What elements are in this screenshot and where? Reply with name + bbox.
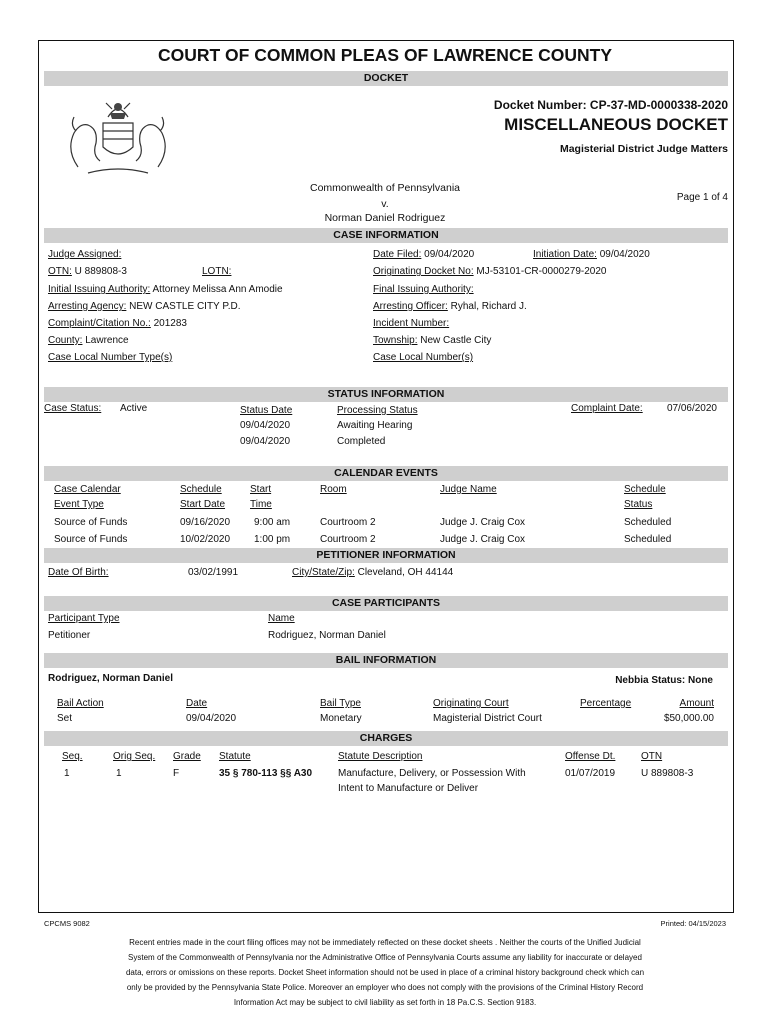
bail-information-bar: BAIL INFORMATION bbox=[44, 653, 728, 668]
calendar-time-header: Time bbox=[250, 499, 272, 510]
bail-type-header: Bail Type bbox=[320, 698, 361, 709]
status-date-header: Status Date bbox=[240, 405, 293, 416]
participant-type-header: Participant Type bbox=[48, 613, 120, 624]
originating-court-header: Originating Court bbox=[433, 698, 509, 709]
calendar-date-header: Schedule bbox=[180, 484, 222, 495]
arresting-agency: Arresting Agency: NEW CASTLE CITY P.D. bbox=[48, 301, 241, 312]
event-room: Courtroom 2 bbox=[320, 534, 376, 545]
participant-name: Rodriguez, Norman Daniel bbox=[268, 630, 386, 641]
caption-line-1: Commonwealth of Pennsylvania bbox=[310, 182, 460, 194]
case-status-value: Active bbox=[120, 403, 148, 414]
date-of-birth-label: Date Of Birth: bbox=[48, 567, 109, 578]
page-indicator: Page 1 of 4 bbox=[676, 192, 728, 203]
grade-header: Grade bbox=[173, 751, 201, 762]
arresting-officer: Arresting Officer: Ryhal, Richard J. bbox=[373, 301, 527, 312]
bail-action: Set bbox=[57, 713, 73, 724]
otn-header: OTN bbox=[641, 751, 663, 762]
calendar-judge-header: Judge Name bbox=[440, 484, 497, 495]
event-date: 09/16/2020 bbox=[180, 517, 231, 528]
township: Township: New Castle City bbox=[373, 335, 492, 346]
processing-status: Awaiting Hearing bbox=[337, 420, 413, 431]
disclaimer-line: Recent entries made in the court filing offices may not be immediately reflected on these docket sheets . Neither the courts of the Unified Judicial bbox=[129, 938, 641, 947]
date-filed: Date Filed: 09/04/2020 bbox=[373, 249, 475, 260]
initial-issuing-authority: Initial Issuing Authority: Attorney Melissa Ann Amodie bbox=[48, 284, 283, 295]
calendar-date-header: Start Date bbox=[180, 499, 226, 510]
calendar-status-header: Status bbox=[624, 499, 653, 510]
court-title: COURT OF COMMON PLEAS OF LAWRENCE COUNTY bbox=[157, 45, 613, 65]
charge-otn: U 889808-3 bbox=[641, 768, 694, 779]
originating-docket: Originating Docket No: MJ-53101-CR-0000279-2020 bbox=[373, 266, 607, 277]
calendar-events-bar: CALENDAR EVENTS bbox=[44, 466, 728, 481]
disclaimer-line: System of the Commonwealth of Pennsylvania nor the Administrative Office of Pennsylvania Courts assume any liability for inaccurate or delayed bbox=[128, 953, 642, 962]
lotn-label: LOTN: bbox=[202, 266, 232, 277]
docket-number: Docket Number: CP-37-MD-0000338-2020 bbox=[493, 98, 728, 112]
printed-date: Printed: 04/15/2023 bbox=[660, 919, 726, 928]
pennsylvania-coat-of-arms-icon bbox=[58, 95, 178, 177]
judge-assigned-label: Judge Assigned: bbox=[48, 249, 122, 260]
calendar-time-header: Start bbox=[250, 484, 272, 495]
orig-seq-header: Orig Seq. bbox=[113, 751, 156, 762]
amount-header: Amount bbox=[679, 698, 714, 709]
final-issuing-authority-label: Final Issuing Authority: bbox=[373, 284, 474, 295]
bail-date-header: Date bbox=[186, 698, 208, 709]
petitioner-information-bar: PETITIONER INFORMATION bbox=[44, 548, 728, 563]
charge-description-line-1: Manufacture, Delivery, or Possession With bbox=[338, 768, 526, 779]
event-date: 10/02/2020 bbox=[180, 534, 231, 545]
event-status: Scheduled bbox=[624, 534, 672, 545]
calendar-event-header: Event Type bbox=[54, 499, 104, 510]
form-number: CPCMS 9082 bbox=[44, 919, 90, 928]
nebbia-status: Nebbia Status: None bbox=[615, 675, 713, 686]
county: County: Lawrence bbox=[48, 335, 129, 346]
event-status: Scheduled bbox=[624, 517, 672, 528]
bail-type: Monetary bbox=[320, 713, 362, 724]
complaint-date-value: 07/06/2020 bbox=[666, 403, 717, 414]
caption-versus: v. bbox=[381, 198, 389, 210]
initiation-date: Initiation Date: 09/04/2020 bbox=[533, 249, 650, 260]
participant-name-header: Name bbox=[268, 613, 295, 624]
charges-bar: CHARGES bbox=[44, 731, 728, 746]
bail-defendant-name: Rodriguez, Norman Daniel bbox=[48, 673, 174, 684]
case-local-numbers-label: Case Local Number(s) bbox=[373, 352, 474, 363]
charge-statute: 35 § 780-113 §§ A30 bbox=[219, 768, 313, 779]
event-judge: Judge J. Craig Cox bbox=[440, 534, 526, 545]
event-time: 1:00 pm bbox=[254, 534, 291, 545]
event-room: Courtroom 2 bbox=[320, 517, 376, 528]
seq-header: Seq. bbox=[62, 751, 83, 762]
incident-number-label: Incident Number: bbox=[373, 318, 450, 329]
charge-orig-seq: 1 bbox=[116, 768, 122, 779]
status-date: 09/04/2020 bbox=[240, 420, 291, 431]
charge-seq: 1 bbox=[64, 768, 70, 779]
docket-subtitle: Magisterial District Judge Matters bbox=[559, 143, 728, 155]
disclaimer-line: Information Act may be subject to civil liability as set forth in 18 Pa.C.S. Section 9183. bbox=[233, 998, 537, 1007]
case-local-number-type-label: Case Local Number Type(s) bbox=[48, 352, 173, 363]
case-participants-bar: CASE PARTICIPANTS bbox=[44, 596, 728, 611]
event-time: 9:00 am bbox=[254, 517, 291, 528]
docket-type: MISCELLANEOUS DOCKET bbox=[504, 115, 728, 134]
bail-date: 09/04/2020 bbox=[186, 713, 237, 724]
offense-date-header: Offense Dt. bbox=[565, 751, 616, 762]
participant-type: Petitioner bbox=[48, 630, 91, 641]
complaint-citation: Complaint/Citation No.: 201283 bbox=[48, 318, 187, 329]
statute-description-header: Statute Description bbox=[338, 751, 423, 762]
case-status-label: Case Status: bbox=[44, 403, 102, 414]
disclaimer-line: data, errors or omissions on these reports. Docket Sheet information should not be used in place of a criminal history background check which can bbox=[125, 968, 645, 977]
docket-bar: DOCKET bbox=[44, 71, 728, 86]
complaint-date-label: Complaint Date: bbox=[571, 403, 643, 414]
charge-grade: F bbox=[173, 768, 180, 779]
bail-amount: $50,000.00 bbox=[663, 713, 714, 724]
otn: OTN: U 889808-3 bbox=[48, 266, 127, 277]
bail-action-header: Bail Action bbox=[57, 698, 104, 709]
percentage-header: Percentage bbox=[580, 698, 632, 709]
processing-status-header: Processing Status bbox=[337, 405, 418, 416]
charge-description-line-2: Intent to Manufacture or Deliver bbox=[338, 783, 479, 794]
city-state-zip: City/State/Zip: Cleveland, OH 44144 bbox=[292, 567, 454, 578]
disclaimer-line: only be provided by the Pennsylvania State Police. Moreover an employer who does not comply with the provisions of the Criminal History Record bbox=[126, 983, 644, 992]
case-information-bar: CASE INFORMATION bbox=[44, 228, 728, 243]
date-of-birth-value: 03/02/1991 bbox=[188, 567, 239, 578]
calendar-room-header: Room bbox=[320, 484, 347, 495]
processing-status: Completed bbox=[337, 436, 386, 447]
calendar-event-header: Case Calendar bbox=[54, 484, 121, 495]
caption-line-3: Norman Daniel Rodriguez bbox=[324, 212, 446, 224]
status-date: 09/04/2020 bbox=[240, 436, 291, 447]
event-judge: Judge J. Craig Cox bbox=[440, 517, 526, 528]
originating-court: Magisterial District Court bbox=[433, 713, 542, 724]
calendar-status-header: Schedule bbox=[624, 484, 666, 495]
statute-header: Statute bbox=[219, 751, 251, 762]
charge-offense-date: 01/07/2019 bbox=[565, 768, 616, 779]
status-information-bar: STATUS INFORMATION bbox=[44, 387, 728, 402]
event-type: Source of Funds bbox=[54, 517, 128, 528]
event-type: Source of Funds bbox=[54, 534, 128, 545]
